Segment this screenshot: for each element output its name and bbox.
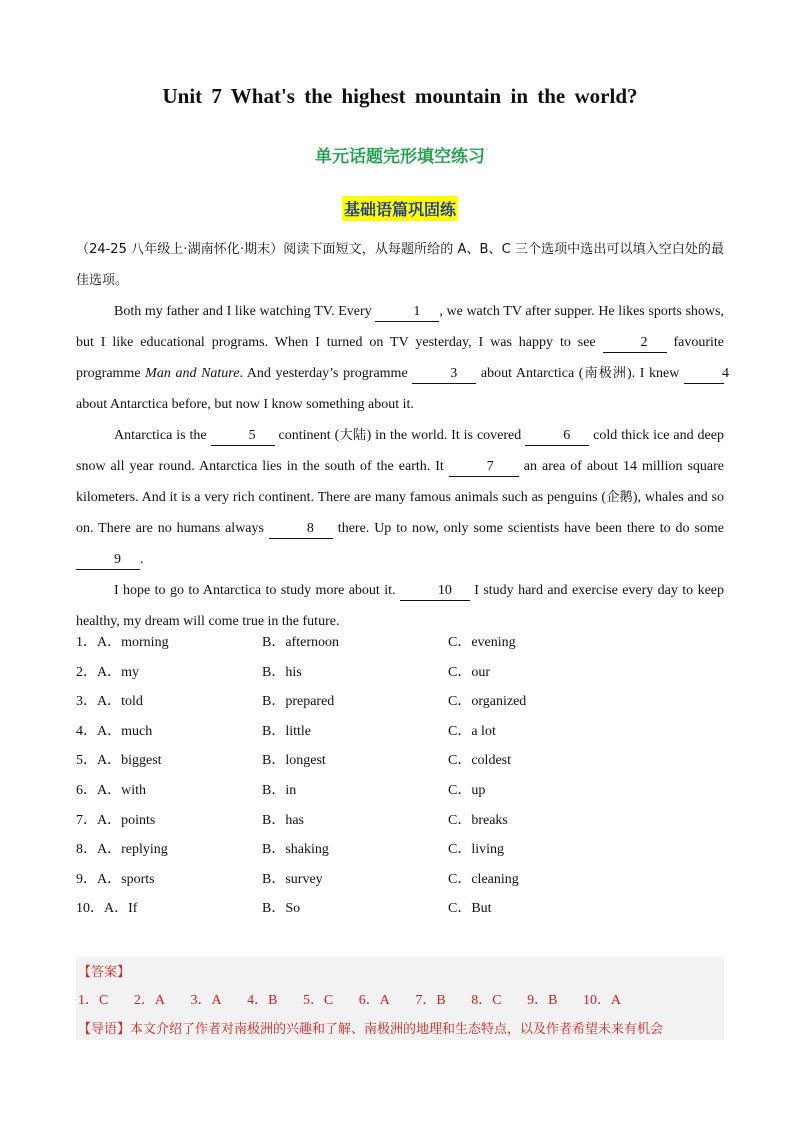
blank-6: 6 [525,427,589,446]
option-a [76,868,155,888]
option-number: 10．A． [76,901,129,917]
text: Both my father and I like watching TV. Every [114,304,376,319]
option-c: C．our [448,664,490,680]
section-heading: 基础语篇巩固练 [342,196,458,221]
subtitle: 单元话题完形填空练习 [315,147,485,167]
option-c: C．But [448,901,492,917]
option-b: B．afternoon [262,635,339,650]
option-a [76,897,137,917]
option-row [76,690,724,720]
option-b: B．prepared [262,694,335,710]
passage-paragraph-3 [76,575,724,637]
blank-10: 10 [400,582,470,601]
blank-9: 9 [76,551,140,570]
answer-item: 9．B [527,993,558,1008]
option-c: C．coldest [448,753,511,769]
answer-item: 10．A [582,993,622,1008]
option-a [76,838,168,858]
text: ) in the world. It is covered [366,428,526,443]
text: I hope to go to Antarctica to study more about it. [114,583,400,598]
option-c: C．breaks [448,812,508,828]
text: cold thick ice and deep snow all year round. Antarctica lies in the south of the earth. It [76,428,724,474]
instruction: （24-25 八年级上·湖南怀化·期末）阅读下面短文，从每题所给的 A、B、C 三个选项中选出可以填入空白处的最佳选项。 [76,242,724,288]
option-c: C．cleaning [448,871,519,887]
text: , we watch TV after supper. He likes sports shows, but I like educational programs. When I turned on TV yesterday, I was happy to see [76,304,724,350]
answer-item: 7．B [415,993,446,1008]
option-a-text: much [121,723,153,739]
option-a [76,779,146,799]
section-heading-wrap [0,196,800,221]
option-a-text: with [121,782,147,798]
option-row [76,838,724,868]
answer-item: 2．A [133,993,165,1008]
text: . And yesterday’s programme [239,366,413,381]
option-number: 1．A． [76,635,122,650]
option-b: B．survey [262,871,323,887]
option-row [76,897,724,927]
programme-name: Man and Nature [145,366,240,381]
blank-3: 3 [412,365,476,384]
options-list [76,631,724,927]
option-a-text: my [121,664,140,680]
text: . [140,552,144,567]
option-c: C．evening [448,635,516,650]
option-a-text: morning [121,635,169,650]
option-a [76,631,169,651]
passage-paragraph-1 [76,296,729,420]
option-a [76,749,162,769]
answer-item: 6．A [358,993,390,1008]
option-number: 8．A． [76,842,122,858]
option-a [76,661,139,681]
unit-title: Unit 7 What's the highest mountain in the world? [162,84,638,108]
option-number: 4．A． [76,723,122,739]
option-c: C．organized [448,694,527,710]
text: I study hard and exercise every day to keep healthy, my dream will come true in the future. [76,583,724,629]
option-a-text: sports [121,871,155,887]
text: ), whales and so on. There are no humans always [76,490,724,536]
text: about Antarctica before, but now I know something about it. [76,397,414,412]
option-a-text: If [128,901,138,917]
answer-label: 【答案】 [78,965,131,980]
option-number: 7．A． [76,812,122,828]
answer-item: 1．C [78,993,109,1008]
option-row [76,749,724,779]
option-a [76,809,155,829]
exercise-body [76,234,729,637]
option-b: B．longest [262,753,326,769]
text: Antarctica is the [114,428,211,443]
passage-paragraph-2 [76,420,724,575]
text: an area of about 14 million square kilometers. And it is a very rich continent. There are many famous animals such as penguins ( [76,459,724,505]
option-row [76,631,724,661]
answer-list [78,989,643,1009]
answer-item: 5．C [302,993,334,1008]
answer-item: 3．A [190,993,222,1008]
option-number: 6．A． [76,782,122,798]
option-a-text: replying [121,842,168,858]
option-number: 5．A． [76,753,122,769]
option-b: B．So [262,901,301,917]
cn-gloss: 大陆 [339,428,367,443]
option-c: C．living [448,842,505,858]
blank-8: 8 [269,520,333,539]
option-row [76,809,724,839]
answer-box [76,957,724,1040]
text: there. Up to now, only some scientists have been there to do some [332,521,724,536]
cn-gloss: 南极洲 [583,366,627,381]
option-b: B．shaking [262,842,329,858]
option-a [76,690,143,710]
option-number: 9．A． [76,871,122,887]
option-a [76,720,152,740]
option-number: 3．A． [76,694,122,710]
option-b: B．his [262,664,302,680]
option-row [76,868,724,898]
option-row [76,720,724,750]
guide-text: 【导语】本文介绍了作者对南极洲的兴趣和了解、南极洲的地理和生态特点，以及作者希望未来有机会 [78,1022,664,1037]
option-c: C．up [448,782,486,798]
text: favourite programme [76,335,724,381]
blank-2: 2 [603,334,667,353]
text: about Antarctica ( [476,366,584,381]
blank-7: 7 [449,458,519,477]
option-row [76,779,724,809]
answer-item: 4．B [247,993,278,1008]
option-b: B．in [262,782,297,798]
cn-gloss: 企鹅 [606,490,633,505]
option-number: 2．A． [76,664,122,680]
blank-4: 4 [684,365,724,384]
option-row [76,661,724,691]
blank-1: 1 [375,303,439,322]
option-c: C．a lot [448,723,496,739]
text: continent ( [274,428,340,443]
option-a-text: points [121,812,156,828]
text: ). I knew [626,366,684,381]
blank-5: 5 [211,427,275,446]
option-b: B．has [262,812,304,828]
option-a-text: biggest [121,753,162,769]
option-b: B．little [262,723,311,739]
option-a-text: told [121,694,143,710]
answer-item: 8．C [471,993,502,1008]
